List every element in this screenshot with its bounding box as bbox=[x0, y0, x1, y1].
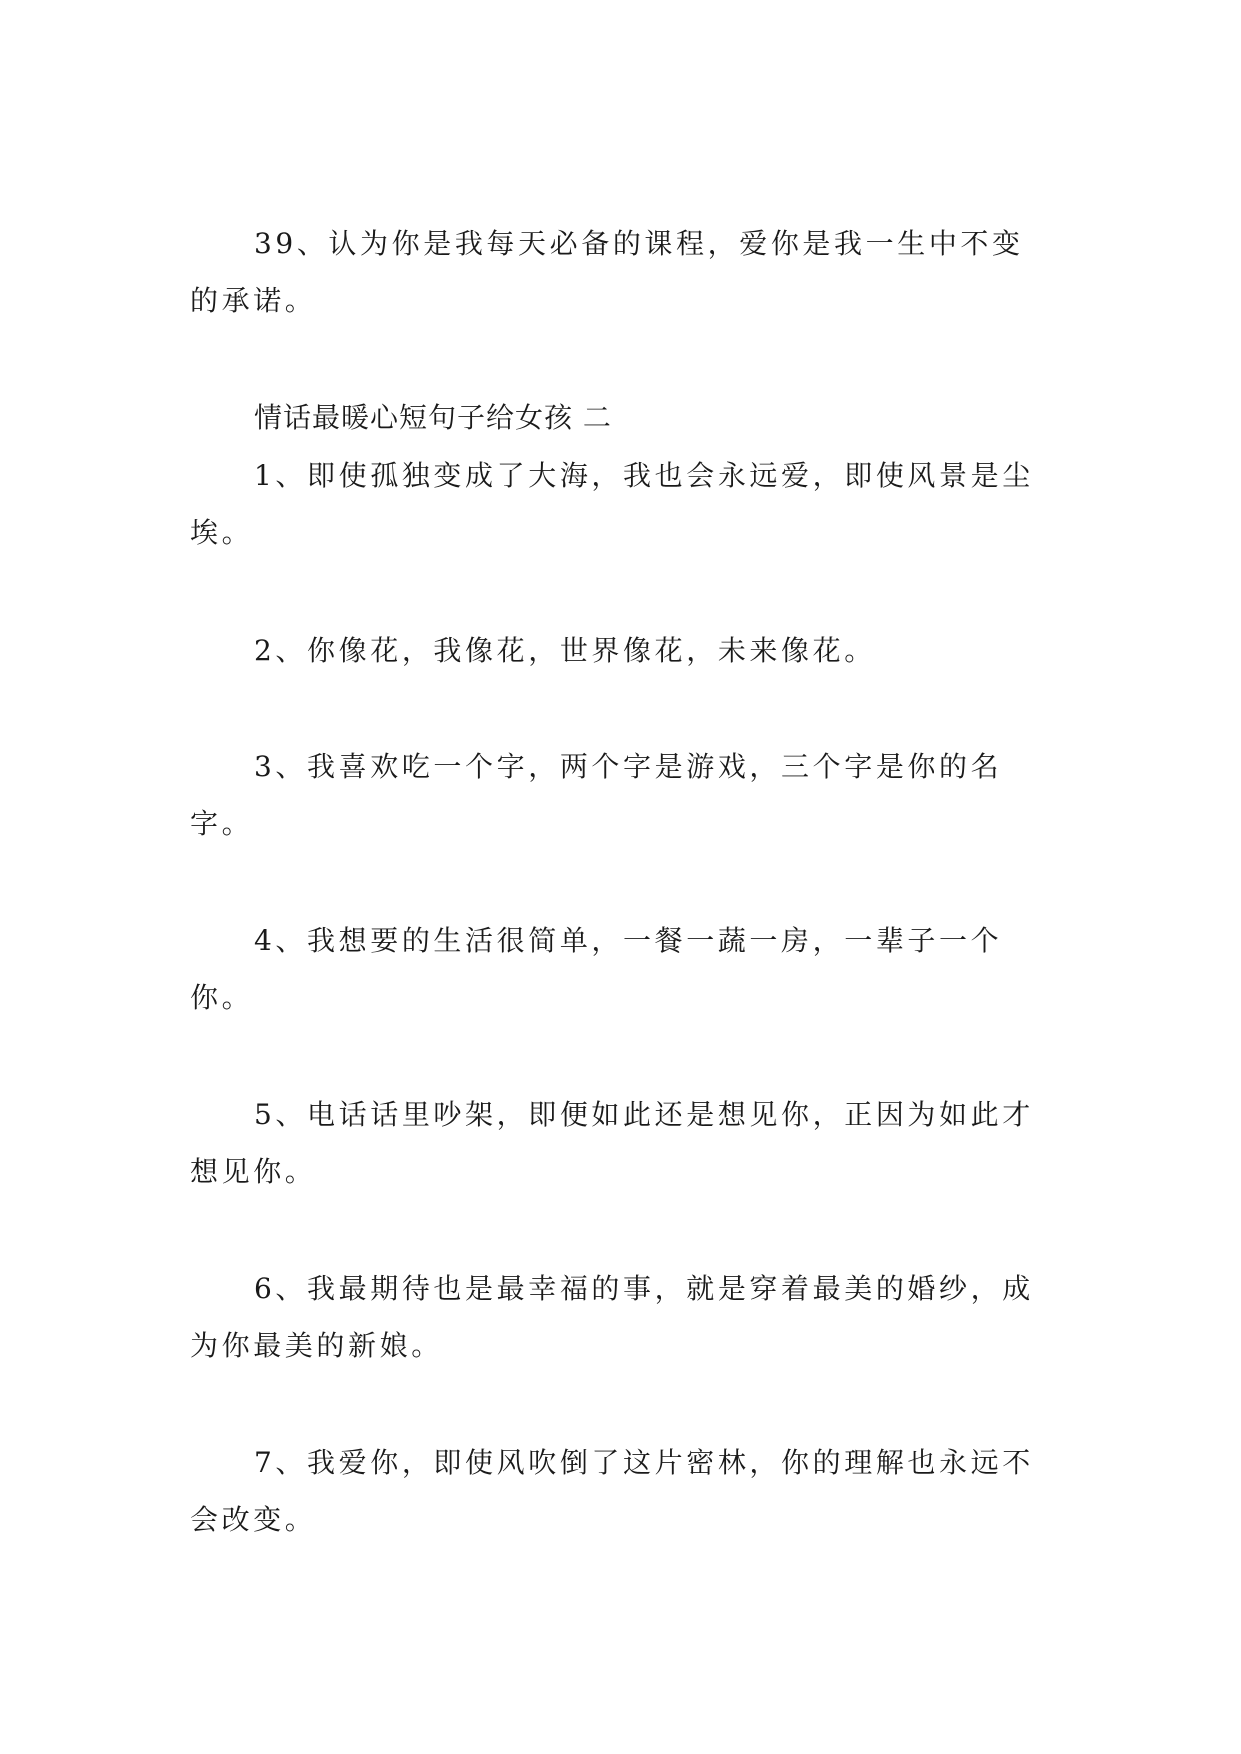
paragraph-1: 1、即使孤独变成了大海，我也会永远爱，即使风景是尘埃。 bbox=[190, 459, 1034, 549]
paragraph-7: 7、我爱你，即使风吹倒了这片密林，你的理解也永远不会改变。 bbox=[190, 1446, 1034, 1536]
paragraph-5: 5、电话话里吵架，即便如此还是想见你，正因为如此才想见你。 bbox=[190, 1098, 1034, 1188]
paragraph-6: 6、我最期待也是最幸福的事，就是穿着最美的婚纱，成为你最美的新娘。 bbox=[190, 1272, 1034, 1362]
paragraph-39: 39、认为你是我每天必备的课程，爱你是我一生中不变的承诺。 bbox=[190, 227, 1024, 317]
paragraph-2: 2、你像花，我像花，世界像花，未来像花。 bbox=[254, 634, 876, 667]
section-heading: 情话最暖心短句子给女孩 二 bbox=[254, 401, 612, 434]
paragraph-4: 4、我想要的生活很简单，一餐一蔬一房，一辈子一个你。 bbox=[190, 924, 1003, 1014]
paragraph-3: 3、我喜欢吃一个字，两个字是游戏，三个字是你的名字。 bbox=[190, 750, 1003, 840]
